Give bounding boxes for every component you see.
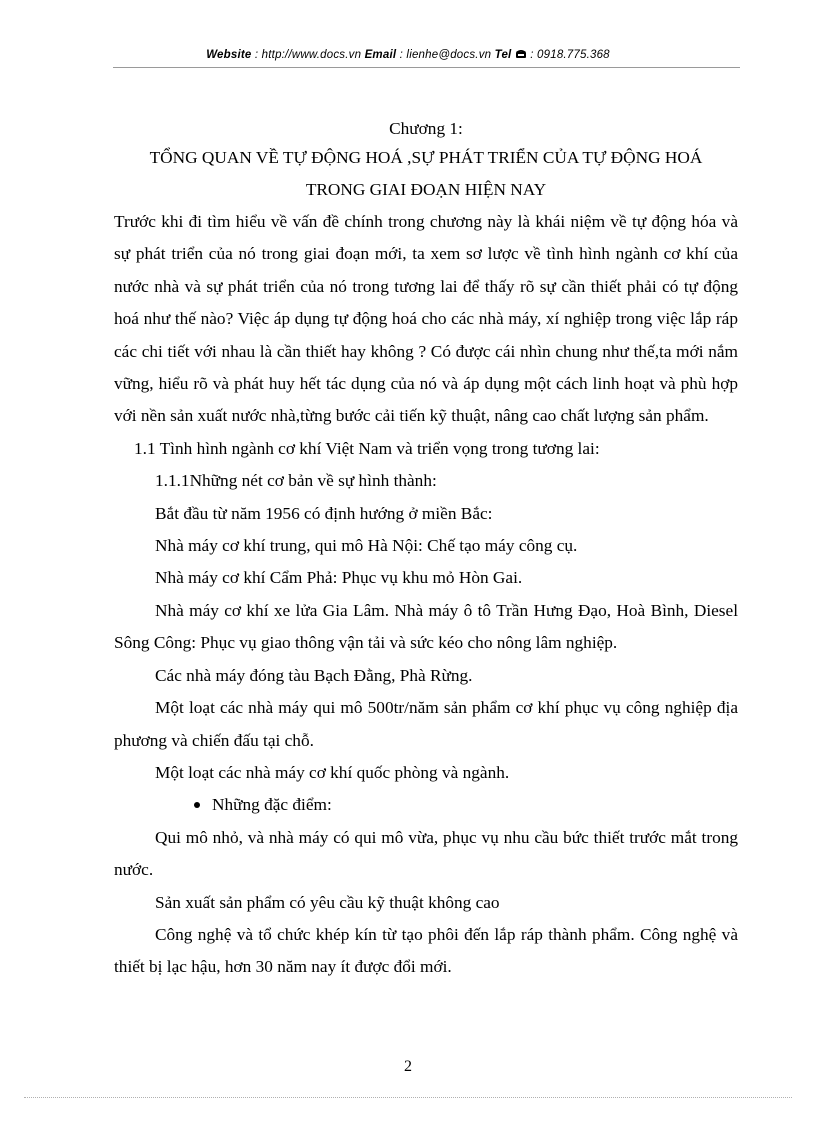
intro-paragraph: Trước khi đi tìm hiểu về vấn đề chính trong chương này là khái niệm về tự động hóa và sự phát triển của nó trong giai đoạn mới, ta xem sơ lược về tình hình ngành cơ khí của nước nhà và sự phát triển của nó trong tương lai để thấy rõ sự cần thiết phải có tự động hoá như thế nào? Việc áp dụng tự động hoá cho các nhà máy, xí nghiệp trong việc lắp ráp các chi tiết với nhau là cần thiết hay không ? Có được cái nhìn chung như thế,ta mới nắm vững, hiểu rõ và phát huy hết tác dụng của nó và áp dụng một cách linh hoạt và phù hợp với nền sản xuất nước nhà,từng bước cải tiến kỹ thuật, nâng cao chất lượng sản phẩm. — [114, 212, 738, 426]
chapter-title-line-2: TRONG GIAI ĐOẠN HIỆN NAY — [305, 180, 547, 199]
paragraph: Một loạt các nhà máy cơ khí quốc phòng và ngành. — [155, 762, 510, 782]
email-label: Email — [364, 49, 397, 61]
paragraph: Nhà máy cơ khí Cẩm Phả: Phục vụ khu mỏ Hòn Gai. — [155, 568, 523, 588]
bullet-text: Những đặc điểm: — [212, 795, 332, 815]
paragraph: Qui mô nhỏ, và nhà máy có qui mô vừa, phục vụ nhu cầu bức thiết trước mắt trong nước. — [114, 827, 738, 880]
paragraph: Nhà máy cơ khí xe lửa Gia Lâm. Nhà máy ô tô Trần Hưng Đạo, Hoà Bình, Diesel Sông Công: Phục vụ giao thông vận tải và sức kéo cho nông lâm nghiệp. — [114, 600, 738, 653]
paragraph: Nhà máy cơ khí trung, qui mô Hà Nội: Chế tạo máy công cụ. — [155, 536, 578, 556]
website-label: Website — [206, 49, 252, 61]
bullet-icon — [194, 802, 200, 808]
footer-divider — [24, 1097, 792, 1098]
paragraph: Công nghệ và tổ chức khép kín từ tạo phôi đến lắp ráp thành phẩm. Công nghệ và thiết bị lạc hậu, hơn 30 năm nay ít được đổi mới. — [114, 924, 738, 977]
email-value[interactable]: : lienhe@docs.vn — [396, 49, 495, 61]
paragraph: Bắt đầu từ năm 1956 có định hướng ở miền Bắc: — [155, 503, 493, 523]
chapter-title-line-1: TỔNG QUAN VỀ TỰ ĐỘNG HOÁ ,SỰ PHÁT TRIỂN CỦA TỰ ĐỘNG HOÁ — [149, 148, 703, 167]
bullet-item — [114, 789, 738, 821]
page-header — [0, 48, 816, 62]
tel-label: Tel — [494, 49, 512, 61]
website-value[interactable]: : http://www.docs.vn — [251, 49, 365, 61]
phone-icon — [515, 48, 527, 62]
section-heading-1-1-1: 1.1.1Những nét cơ bản về sự hình thành: — [155, 471, 437, 491]
chapter-number: Chương 1: — [389, 119, 463, 138]
document-body — [114, 116, 738, 984]
paragraph: Sản xuất sản phẩm có yêu cầu kỹ thuật không cao — [155, 892, 500, 912]
page-number: 2 — [404, 1058, 412, 1075]
tel-value: : 0918.775.368 — [526, 49, 610, 61]
paragraph: Một loạt các nhà máy qui mô 500tr/năm sản phẩm cơ khí phục vụ công nghiệp địa phương và chiến đấu tại chỗ. — [114, 698, 738, 750]
paragraph: Các nhà máy đóng tàu Bạch Đằng, Phà Rừng. — [155, 665, 473, 685]
header-divider — [113, 67, 740, 68]
section-heading-1-1: 1.1 Tình hình ngành cơ khí Việt Nam và triển vọng trong tương lai: — [134, 438, 600, 458]
